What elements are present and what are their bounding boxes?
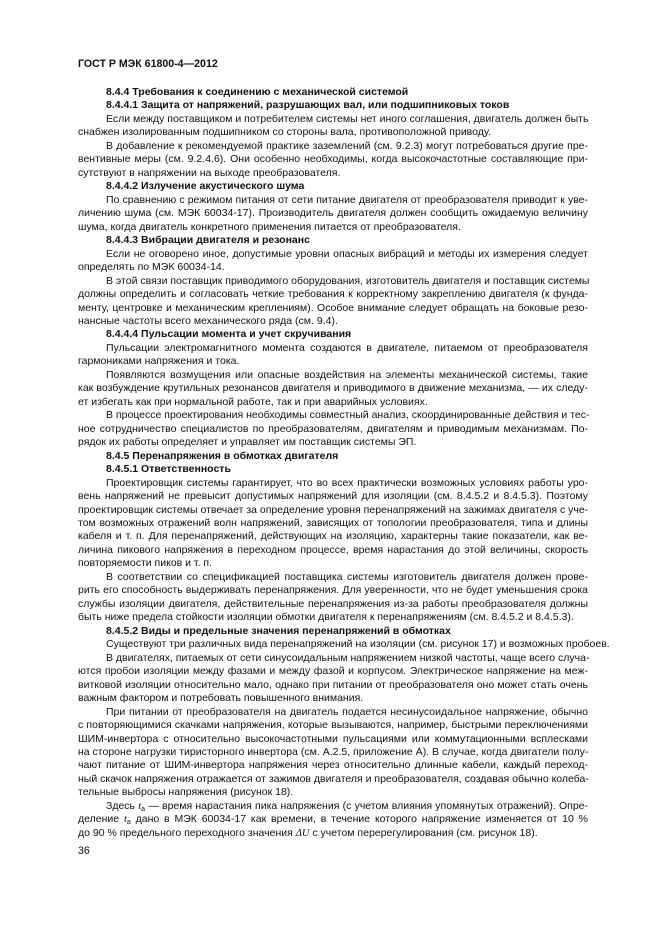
text-segment: дано в МЭК 60034-17 как времени, в течение которого напряжение изменяется от 10 % — [130, 813, 588, 826]
text-line: чают питание от ШИМ-инвертора напряжения через относительно длинные кабели, каждый переход- — [78, 759, 588, 772]
paragraph — [78, 638, 610, 651]
text-line: В соответствии со спецификацией поставщика системы изготовитель двигателя должен прове- — [106, 570, 588, 583]
text-line: быть ниже предела стойкости изоляции обмотки двигателя к перенапряжениям (см. 8.4.5.2 и 8.4.5.3). — [78, 611, 574, 624]
text-line: менту, центровке и механическим креплениям). Особое внимание следует обращать на боковые резо- — [78, 301, 588, 314]
text-line: ное сотрудничество специалистов по преобразователям, двигателям и приводимым механизмам. По- — [78, 422, 588, 435]
paragraph — [78, 113, 588, 140]
text-line: должны определить и согласовать четкие требования к корректному закреплению двигателя (к фунда- — [78, 288, 588, 301]
text-line: Существуют три различных вида перенапряжений на изоляции (см. рисунок 17) и возможных пробоев. — [106, 638, 610, 651]
text-line: 8.4.4.4 Пульсации момента и учет скручивания — [106, 328, 352, 341]
text-segment: Здесь — [106, 799, 139, 812]
text-line: личина пикового напряжения в переходном процессе, время нарастания до этой величины, скорость — [78, 543, 588, 556]
page-number: 36 — [78, 845, 90, 857]
text-line: 8.4.4.2 Излучение акустического шума — [106, 180, 305, 193]
section-heading — [78, 625, 588, 638]
text-segment: деление — [78, 813, 124, 826]
text-line — [78, 800, 588, 813]
text-line: Проектировщик системы гарантирует, что во всех практически возможных условиях работы уро- — [106, 476, 588, 489]
paragraph — [78, 800, 588, 840]
paragraph — [78, 477, 588, 571]
text-segment: с учетом перерегулирования (см. рисунок 18). — [309, 826, 538, 839]
text-line: том возможных отражений волн напряжений, зависящих от топологии преобразователя, типа и длины — [78, 517, 588, 529]
text-line: витковой изоляции относительно мало, однако при питании от преобразователя оно может стать очень — [78, 678, 588, 691]
paragraph — [78, 652, 588, 706]
text-line: тельные выбросы напряжения (рисунок 18). — [78, 786, 294, 799]
paragraph — [78, 409, 588, 449]
text-line: на стороне нагрузки тиристорного инвертора (см. А.2.5, приложение А). В случае, когда двигатели полу- — [78, 745, 589, 758]
section-heading — [78, 463, 588, 476]
text-line: шума, когда двигатель конкретного применения питается от преобразователя. — [78, 220, 461, 233]
text-line: ет избегать как при нормальной работе, так и при аварийных условиях. — [78, 395, 428, 408]
text-line: Если между поставщиком и потребителем системы нет иного соглашения, двигатель должен быть — [106, 112, 589, 125]
text-line: вень напряжений не превысит допустимых напряжений для изоляции (см. 8.4.5.2 и 8.4.5.3). Поэтому — [78, 490, 588, 503]
subscript: a — [126, 819, 131, 827]
text-line: гармониками напряжения и тока. — [78, 355, 240, 368]
paragraph — [78, 275, 588, 329]
text-line: рядок их работы определяет и управляет им поставщик системы ЭП. — [78, 436, 417, 449]
text-line: ШИМ-инвертора с относительно высокочастотными пульсациями или коммутационными всплесками — [78, 732, 588, 745]
text-line: повторяемости пиков и т. п. — [78, 557, 213, 570]
subscript: a — [141, 805, 146, 813]
text-line: 8.4.4 Требования к соединению с механической системой — [106, 86, 409, 98]
text-line: кабеля и т. п. Для перенапряжений, действующих на изоляцию, характерны такие показатели, как ве- — [78, 530, 588, 543]
text-line: По сравнению с режимом питания от сети питание двигателя от преобразователя приводит к уве- — [106, 193, 588, 206]
section-heading — [78, 450, 588, 463]
text-segment: до 90 % предельного переходного значения — [78, 826, 296, 839]
text-line: В процессе проектирования необходимы совместный анализ, скоординированные действия и тес- — [106, 409, 590, 422]
text-line: службы изоляции двигателя, действительные перенапряжения из-за работы преобразователя должны — [78, 597, 588, 610]
document-header: ГОСТ Р МЭК 61800-4—2012 — [78, 58, 218, 70]
math-symbol: t — [123, 814, 127, 826]
paragraph — [78, 248, 588, 275]
text-line: нансные частоты всего механического ряда (см. 9.4). — [78, 314, 338, 327]
paragraph — [78, 140, 588, 180]
section-heading — [78, 180, 588, 193]
text-line: вентивные меры (см. 9.2.4.6). Они особенно необходимы, когда высокочастотные составляющие при- — [78, 153, 588, 166]
text-line: При питании от преобразователя на двигатель подается несинусоидальное напряжение, обычно — [106, 705, 588, 718]
text-line: В добавление к рекомендуемой практике заземлений (см. 9.2.3) могут потребоваться другие пре- — [106, 139, 588, 152]
text-line: снабжен изолированным подшипником со стороны вала, противоположной приводу. — [78, 126, 491, 139]
text-line: с повторяющимися скачками напряжения, которые вызываются, например, быстрыми переключениями — [78, 719, 588, 732]
text-line — [78, 813, 588, 826]
text-line: проектировщик системы отвечает за определение уровня перенапряжений на зажимах двигателя с уче- — [78, 503, 589, 516]
math-symbol: ΔU — [295, 827, 310, 839]
text-line — [78, 827, 588, 840]
section-heading — [78, 328, 588, 341]
paragraph — [78, 369, 588, 409]
text-line: В этой связи поставщик приводимого оборудования, изготовитель двигателя и поставщик системы — [106, 274, 590, 287]
section-heading — [78, 86, 588, 99]
paragraph — [78, 194, 588, 234]
text-line: определять по МЭК 60034-14. — [78, 261, 225, 274]
text-line: 8.4.5.2 Виды и предельные значения перенапряжений в обмотках — [106, 624, 451, 637]
text-line: как возбуждение крутильных резонансов двигателя и приводимого в движение механизма, — их следу- — [78, 382, 588, 395]
text-line: личению шума (см. МЭК 60034-17). Производитель двигателя должен сообщить ожидаемую величину — [78, 207, 588, 220]
document-body — [78, 86, 610, 840]
section-heading — [78, 234, 588, 247]
text-line: Пульсации электромагнитного момента создаются в двигателе, питаемом от преобразователя — [106, 341, 588, 354]
math-symbol: t — [138, 800, 142, 812]
text-segment: — время нарастания пика напряжения (с учетом влияния упомянутых отражений). Опре- — [145, 799, 588, 812]
paragraph — [78, 706, 588, 800]
text-line: ный скачок напряжения отражается от зажимов двигателя и преобразователя, создавая обычно колеба- — [78, 772, 589, 785]
text-line: важным фактором и потребовать повышенного внимания. — [78, 692, 364, 705]
text-line: 8.4.4.3 Вибрации двигателя и резонанс — [106, 234, 310, 247]
text-line: 8.4.5.1 Ответственность — [106, 463, 231, 476]
text-line: 8.4.5 Перенапряжения в обмотках двигателя — [106, 449, 339, 462]
text-line: рить его способность выдерживать перенапряжения. Для уверенности, что не будет уменьшения срока — [78, 584, 588, 597]
text-line: 8.4.4.1 Защита от напряжений, разрушающих вал, или подшипниковых токов — [106, 99, 510, 112]
text-line: ются пробои изоляции между фазами и между фазой и корпусом. Электрическое напряжение на меж- — [78, 665, 588, 678]
paragraph — [78, 571, 588, 625]
text-line: сутствуют в напряжении на выходе преобразователя. — [78, 166, 341, 179]
paragraph — [78, 342, 588, 369]
text-line: Появляются возмущения или опасные воздействия на элементы механической системы, такие — [106, 368, 588, 381]
text-line: Если не оговорено иное, допустимые уровни опасных вибраций и методы их измерения следует — [106, 247, 588, 260]
section-heading — [78, 99, 588, 112]
text-line: В двигателях, питаемых от сети синусоидальным напряжением низкой частоты, чаще всего случа- — [106, 651, 590, 664]
